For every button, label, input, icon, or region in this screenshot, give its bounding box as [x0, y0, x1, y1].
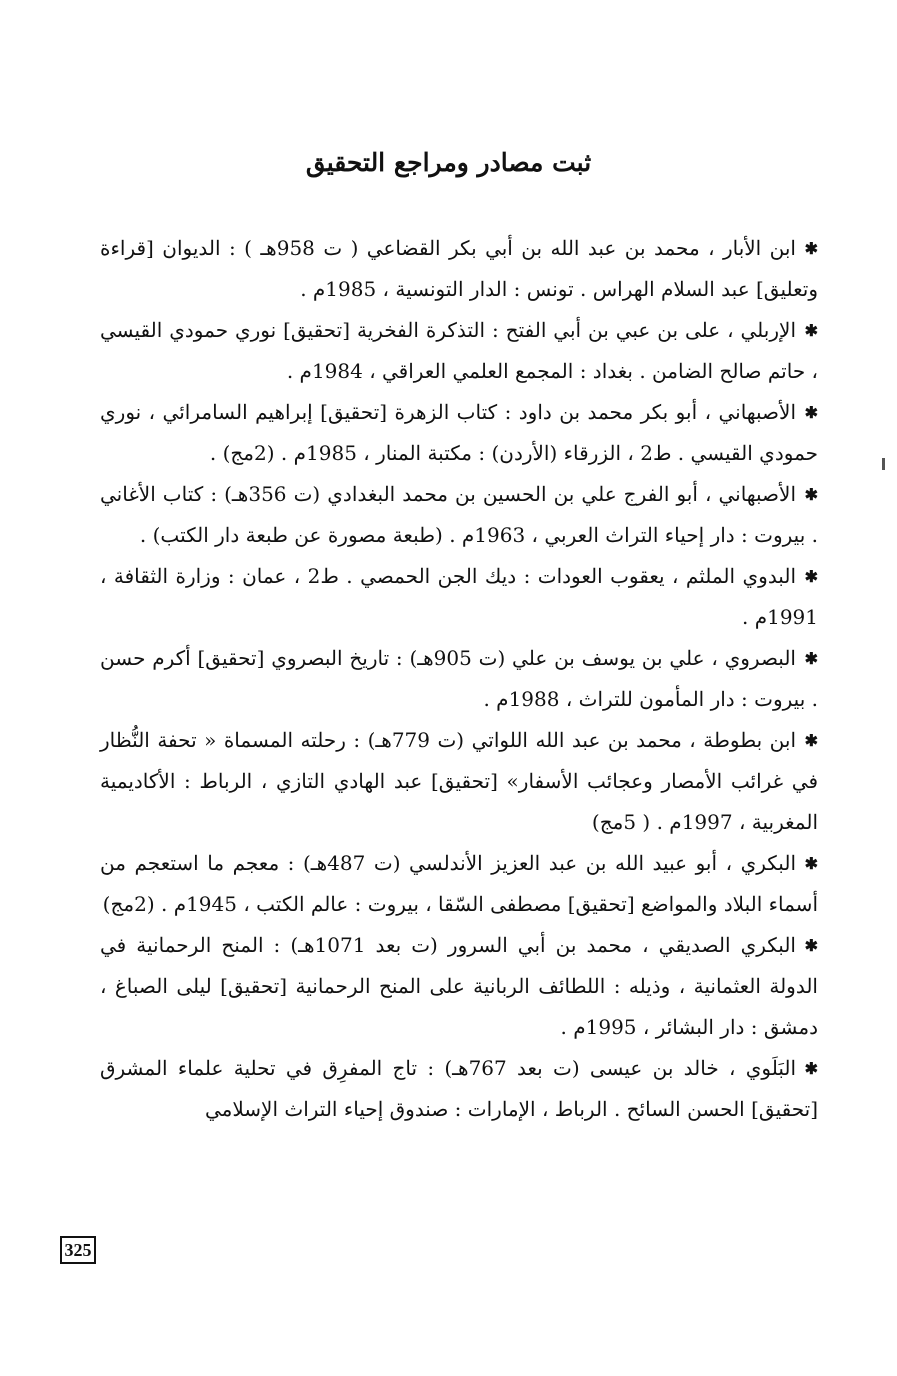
- page-title: ثبت مصادر ومراجع التحقيق: [305, 148, 592, 177]
- margin-mark: [882, 458, 885, 470]
- entry-text: ابن الأبار ، محمد بن عبد الله بن أبي بكر القضاعي ( ت 958هـ ) : الديوان [قراءة وتعليق] عبد السلام الهراس . تونس : الدار التونسية ، 1985م .: [100, 236, 818, 301]
- bullet-icon: ✱: [804, 1059, 818, 1078]
- bullet-icon: ✱: [804, 567, 818, 586]
- bullet-icon: ✱: [804, 854, 818, 873]
- entry-text: الأصبهاني ، أبو الفرج علي بن الحسين بن محمد البغدادي (ت 356هـ) : كتاب الأغاني . بيروت : دار إحياء التراث العربي ، 1963م . (طبعة مصورة عن طبعة دار الكتب) .: [100, 482, 818, 547]
- entry-text: الإربلي ، على بن عبي بن أبي الفتح : التذكرة الفخرية [تحقيق] نوري حمودي القيسي ، حاتم صالح الضامن . بغداد : المجمع العلمي العراقي ، 1984م .: [100, 318, 818, 383]
- entry-text: البدوي الملثم ، يعقوب العودات : ديك الجن الحمصي . ط2 ، عمان : وزارة الثقافة ، 1991م .: [100, 564, 818, 629]
- bullet-icon: ✱: [804, 321, 818, 340]
- bibliography-entry: [100, 474, 818, 556]
- entry-text: البصروي ، علي بن يوسف بن علي (ت 905هـ) : تاريخ البصروي [تحقيق] أكرم حسن . بيروت : دار المأمون للتراث ، 1988م .: [100, 646, 818, 711]
- entry-text: الأصبهاني ، أبو بكر محمد بن داود : كتاب الزهرة [تحقيق] إبراهيم السامرائي ، نوري حمودي القيسي . ط2 ، الزرقاء (الأردن) : مكتبة المنار ، 1985م . (2مج) .: [100, 400, 818, 465]
- bibliography-entry: [100, 228, 818, 310]
- entry-text: ابن بطوطة ، محمد بن عبد الله اللواتي (ت 779هـ) : رحلته المسماة « تحفة النُّظار في غرائب الأمصار وعجائب الأسفار» [تحقيق] عبد الهادي التازي ، الرباط : الأكاديمية المغربية ، 1997م . ( 5مج): [100, 728, 818, 834]
- bibliography-entry: [100, 556, 818, 638]
- bibliography-list: [100, 228, 818, 1130]
- bibliography-entry: [100, 638, 818, 720]
- entry-text: البَلَوي ، خالد بن عيسى (ت بعد 767هـ) : تاج المفرِق في تحلية علماء المشرق [تحقيق] الحسن السائح . الرباط ، الإمارات : صندوق إحياء التراث الإسلامي: [100, 1056, 818, 1121]
- bullet-icon: ✱: [804, 649, 818, 668]
- entry-text: البكري ، أبو عبيد الله بن عبد العزيز الأندلسي (ت 487هـ) : معجم ما استعجم من أسماء البلاد والمواضع [تحقيق] مصطفى السّقا ، بيروت : عالم الكتب ، 1945م . (2مج): [100, 851, 818, 916]
- bullet-icon: ✱: [804, 403, 818, 422]
- bibliography-entry: [100, 1048, 818, 1130]
- bibliography-entry: [100, 720, 818, 843]
- bibliography-entry: [100, 310, 818, 392]
- bibliography-entry: [100, 392, 818, 474]
- bullet-icon: ✱: [804, 731, 819, 750]
- bullet-icon: ✱: [804, 239, 818, 258]
- page-number: 325: [60, 1236, 96, 1264]
- entry-text: البكري الصديقي ، محمد بن أبي السرور (ت بعد 1071هـ) : المنح الرحمانية في الدولة العثمانية ، وذيله : اللطائف الربانية على المنح الرحمانية [تحقيق] ليلى الصباغ ، دمشق : دار البشائر ، 1995م .: [100, 933, 818, 1039]
- bullet-icon: ✱: [804, 936, 818, 955]
- bibliography-entry: [100, 843, 818, 925]
- bibliography-entry: [100, 925, 818, 1048]
- bullet-icon: ✱: [804, 485, 818, 504]
